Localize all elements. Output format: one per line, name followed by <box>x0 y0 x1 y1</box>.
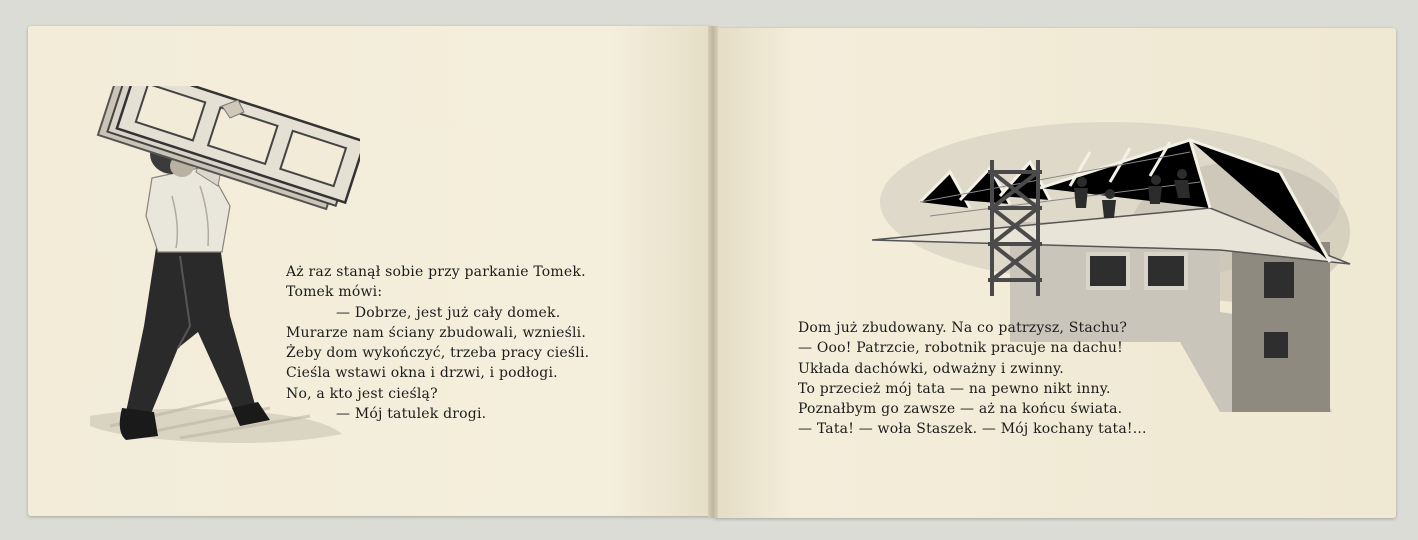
verse-line: — Tata! — woła Staszek. — Mój kochany tata!... <box>798 421 1147 438</box>
verse-line: No, a kto jest cieślą? <box>286 385 438 402</box>
verse-line: Poznałbym go zawsze — aż na końcu świata. <box>798 401 1123 418</box>
verse-line: Żeby dom wykończyć, trzeba pracy cieśli. <box>286 345 590 362</box>
left-verse <box>286 262 589 424</box>
verse-line: — Ooo! Patrzcie, robotnik pracuje na dachu! <box>798 340 1123 357</box>
verse-line: Dom już zbudowany. Na co patrzysz, Stachu? <box>798 320 1128 336</box>
verse-line: To przecież mój tata — na pewno nikt inny. <box>798 380 1111 397</box>
verse-line: — Mój tatulek drogi. <box>336 406 487 423</box>
verse-line: Układa dachówki, odważny i zwinny. <box>798 360 1064 377</box>
right-verse <box>798 318 1147 440</box>
verse-line: Cieśla wstawi okna i drzwi, i podłogi. <box>286 365 558 382</box>
verse-line: Aż raz stanął sobie przy parkanie Tomek. <box>286 264 586 280</box>
book-gutter <box>708 26 718 518</box>
verse-line: — Dobrze, jest już cały domek. <box>336 304 561 321</box>
verse-line: Murarze nam ściany zbudowali, wznieśli. <box>286 324 586 341</box>
verse-line: Tomek mówi: <box>286 284 383 301</box>
